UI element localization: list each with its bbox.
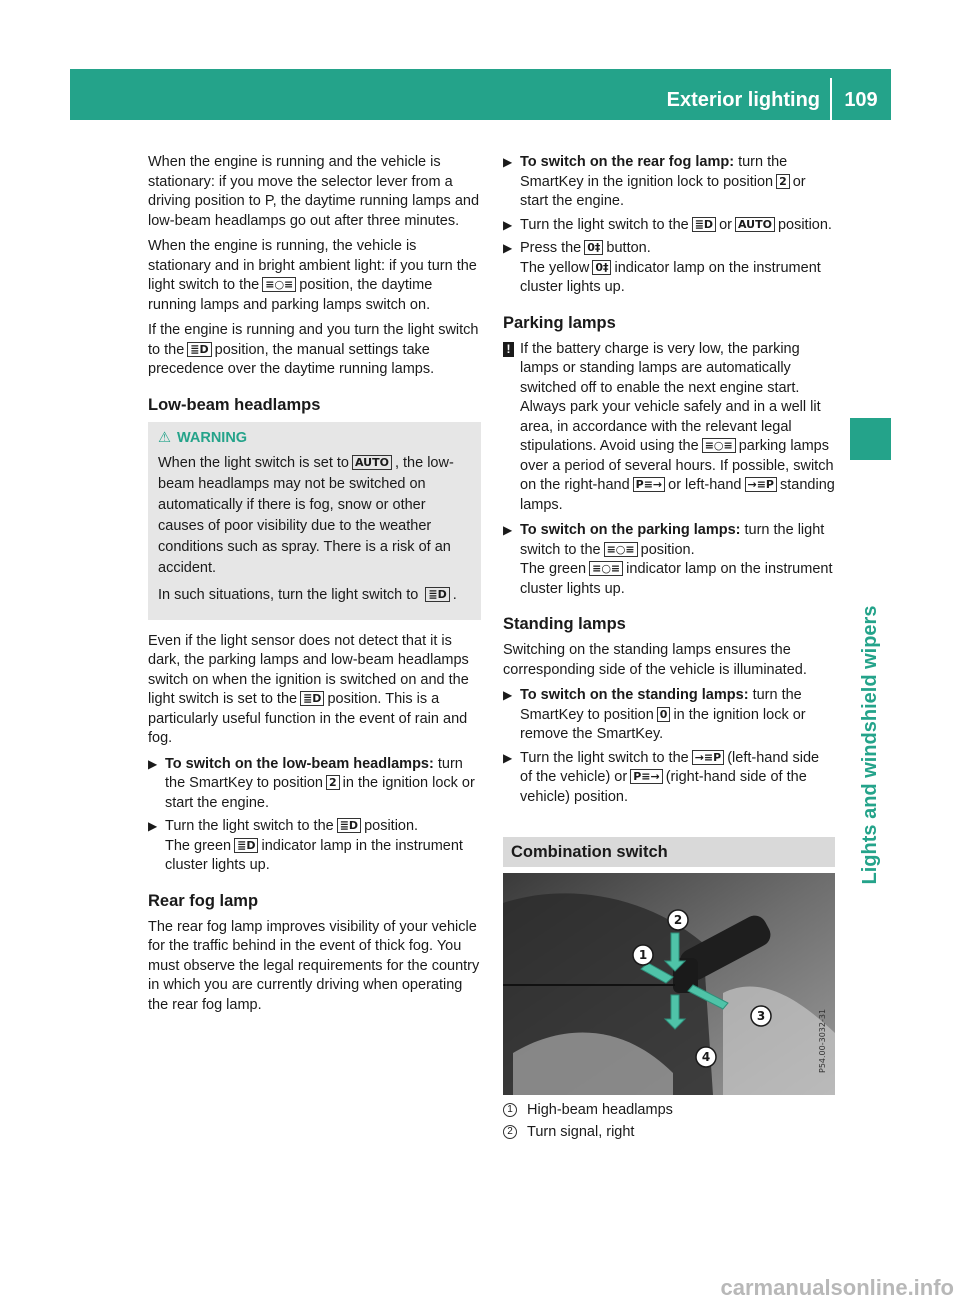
callout-3: 3 — [756, 1009, 766, 1023]
low-beam-icon: ≣D — [300, 691, 324, 706]
chapter-tab — [850, 418, 891, 460]
parking-lamp-icon: ≡○≡ — [589, 561, 623, 576]
combination-switch-photo — [503, 873, 835, 1095]
warning-text: When the light switch is set to AUTO , the low-beam headlamps may not be switched on automatically if there is fog, snow or other causes of poor visibility due to the weather conditions such as spray. There is a risk of an accident. — [158, 454, 454, 576]
auto-icon: AUTO — [735, 217, 775, 232]
heading-rear-fog: Rear fog lamp — [148, 891, 259, 910]
photo-code: P54.00-3032-31 — [818, 1008, 827, 1073]
paragraph: Switching on the standing lamps ensures the corresponding side of the vehicle is illuminated. — [503, 642, 807, 678]
step: ▶ To switch on the rear fog lamp: turn the SmartKey in the ignition lock to position 2 or start the engine. — [503, 154, 806, 209]
parking-lamp-icon: ≡○≡ — [702, 438, 736, 453]
step-arrow-icon: ▶ — [503, 750, 513, 765]
paragraph: When the engine is running and the vehicle is stationary: if you move the selector lever from a driving position to P, the daytime running lamps and low-beam headlamps go out after three minutes. — [148, 154, 480, 229]
warning-text: In such situations, turn the light switch to ≣D . — [158, 586, 457, 603]
position-0-icon: 0 — [657, 707, 671, 722]
low-beam-icon: ≣D — [692, 217, 716, 232]
heading-low-beam: Low-beam headlamps — [148, 395, 321, 414]
legend-item: 2 Turn signal, right — [503, 1123, 835, 1143]
step-arrow-icon: ▶ — [503, 155, 513, 169]
standing-left-icon: →≡P — [745, 477, 778, 492]
paragraph: The rear fog lamp improves visibility of your vehicle for the traffic behind in the event of thick fog. You must observe the legal requirements for the country in which you are currently driving when operating the rear fog lamp. — [148, 918, 480, 1013]
warning-title: ⚠ WARNING — [158, 429, 248, 446]
right-column — [503, 153, 835, 1144]
parking-lamp-icon: ≡○≡ — [262, 277, 296, 292]
legend-item: 1 High-beam headlamps — [503, 1101, 835, 1121]
chapter-label: Lights and windshield wipers — [859, 605, 881, 885]
step: ▶ Turn the light switch to the →≡P (left-hand side of the vehicle) or P≡→ (right-hand side of the vehicle) position. — [503, 749, 820, 805]
paragraph: If the engine is running and you turn the light switch to the ≣D position, the manual settings take precedence over the daytime running lamps. — [148, 322, 479, 377]
rear-fog-icon: 0‡ — [592, 260, 611, 275]
step-arrow-icon: ▶ — [503, 241, 513, 255]
step: ▶ Turn the light switch to the ≣D position. The green ≣D indicator lamp in the instrument cluster lights up. — [148, 818, 463, 873]
parking-lamp-icon: ≡○≡ — [604, 542, 638, 557]
heading-standing: Standing lamps — [503, 615, 626, 633]
low-beam-icon: ≣D — [425, 587, 449, 602]
standing-right-icon: P≡→ — [630, 769, 663, 784]
step: ▶ To switch on the low-beam headlamps: turn the SmartKey to position 2 in the ignition lock or start the engine. — [148, 755, 475, 811]
note: ! If the battery charge is very low, the parking lamps or standing lamps are automatically switched off to enable the next engine start. Always park your vehicle safely and in a well lit area, in accordance with the relevant legal stipulations. Avoid using the ≡○≡ parking lamps over a period of several hours. If possible, switch on the right-hand P≡→ or left-hand →≡P standing lamps. — [503, 340, 835, 516]
step: ▶ Press the 0‡ button. The yellow 0‡ indicator lamp on the instrument cluster lights up. — [503, 240, 821, 295]
position-2-icon: 2 — [326, 775, 340, 790]
footer-watermark: carmanualsonline.info — [720, 1275, 954, 1300]
warning-triangle-icon: ⚠ — [158, 429, 171, 446]
step: ▶ To switch on the standing lamps: turn the SmartKey to position 0 in the ignition lock or remove the SmartKey. — [503, 687, 806, 742]
low-beam-icon: ≣D — [337, 818, 361, 833]
warning-box — [148, 422, 481, 620]
section-heading-combination-switch: Combination switch — [503, 837, 835, 867]
step-arrow-icon: ▶ — [503, 688, 513, 702]
standing-left-icon: →≡P — [692, 750, 725, 765]
page-number: 109 — [844, 89, 878, 111]
legend — [503, 1101, 835, 1142]
heading-parking: Parking lamps — [503, 313, 616, 332]
left-column — [148, 153, 481, 1021]
step-arrow-icon: ▶ — [148, 756, 158, 771]
low-beam-icon: ≣D — [187, 342, 211, 357]
exclamation-icon: ! — [503, 342, 514, 357]
standing-right-icon: P≡→ — [633, 477, 666, 492]
position-2-icon: 2 — [776, 174, 790, 189]
page-title: Exterior lighting — [666, 89, 820, 111]
auto-icon: AUTO — [352, 455, 392, 470]
step: ▶ To switch on the parking lamps: turn the light switch to the ≡○≡ position. The green ≡○≡ indicator lamp on the instrument cluster lights up. — [503, 522, 833, 597]
paragraph: Even if the light sensor does not detect that it is dark, the parking lamps and low-beam headlamps switch on when the ignition is switched on and the light switch is set to the ≣D position. This is a particularly useful function in the event of rain and fog. — [148, 632, 469, 746]
rear-fog-icon: 0‡ — [584, 240, 603, 255]
low-beam-icon: ≣D — [234, 838, 258, 853]
header-divider — [830, 78, 832, 120]
step: ▶ Turn the light switch to the ≣D or AUTO position. — [503, 216, 835, 236]
callout-2: 2 — [673, 913, 683, 927]
step-arrow-icon: ▶ — [503, 217, 513, 232]
callout-1: 1 — [638, 948, 648, 962]
step-arrow-icon: ▶ — [503, 523, 513, 537]
callout-4: 4 — [701, 1050, 711, 1064]
step-arrow-icon: ▶ — [148, 819, 158, 833]
paragraph: When the engine is running, the vehicle is stationary and in bright ambient light: if you turn the light switch to the ≡○≡ position, the daytime running lamps and parking lamps switch on. — [148, 238, 477, 313]
